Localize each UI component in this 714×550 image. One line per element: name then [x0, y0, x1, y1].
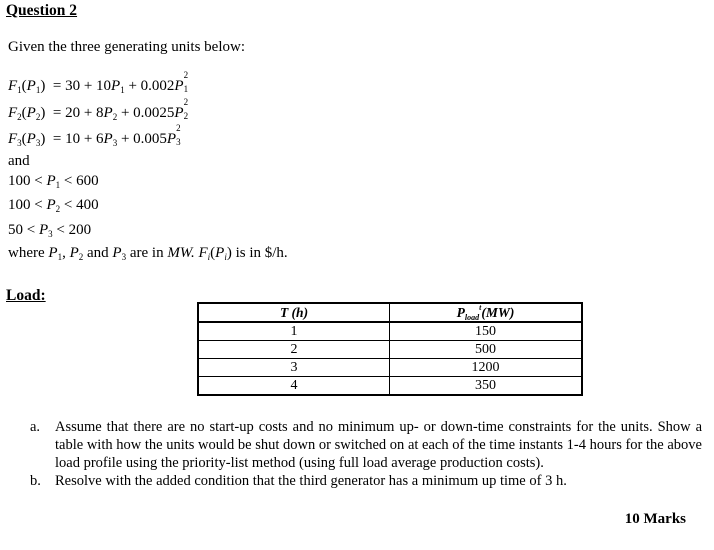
cell-time: 2: [198, 341, 390, 359]
part-a-marker: a.: [30, 419, 41, 435]
constraint-2: $100 < P_2 < 400$: [8, 197, 99, 214]
cell-load: 350: [390, 377, 583, 396]
equation-2: $F_2(P_2) = 20 + 8P_2 + 0.0025P$ 2 2: [8, 97, 189, 122]
part-b: [30, 472, 702, 490]
equation-1: $F_1(P_1) = 30 + 10P_1 + 0.002P$ 2 1: [8, 70, 189, 95]
part-b-text: Resolve with the added condition that the third generator has a minimum up time of 3 h.: [55, 473, 567, 489]
marks-label: 10 Marks: [624, 511, 686, 527]
table-row: [198, 359, 582, 377]
part-b-marker: b.: [30, 473, 41, 489]
cell-load: 1200: [390, 359, 583, 377]
col-header-time: T (h): [198, 303, 390, 322]
constraint-3: $50 < P_3 < 200$: [8, 222, 92, 239]
intro-text: Given the three generating units below:: [8, 39, 246, 55]
part-a: [30, 418, 702, 472]
question-title: Question 2: [6, 2, 78, 19]
table-row: [198, 341, 582, 359]
load-heading: Load:: [6, 287, 46, 304]
table-row: [198, 322, 582, 341]
cell-time: 4: [198, 377, 390, 396]
cell-time: 1: [198, 322, 390, 341]
load-table: [197, 302, 583, 396]
cell-load: 500: [390, 341, 583, 359]
col-header-pload: $P_{load}^t(MW)$: [390, 303, 583, 322]
part-a-text: Assume that there are no start-up costs and no minimum up- or down-time constraints for the units. Show a table with how the units would be shut down or switched on at each of the time instants 1-4 hours for the above load profile using the priority-list method (using full load average production costs).: [55, 419, 702, 471]
table-header-row: [198, 303, 582, 322]
equation-3: $F_3(P_3) = 10 + 6P_3 + 0.005P$ 2 3: [8, 123, 181, 148]
question-parts: [30, 418, 702, 490]
table-row: [198, 377, 582, 396]
and-text: and: [8, 153, 30, 169]
where-text: where $P_1$, $P_2$ and $P_3$ are in MW. $F_i(P_i)$ is in $/h.: [8, 245, 288, 262]
constraint-1: $100 < P_1 < 600$: [8, 173, 99, 190]
cell-time: 3: [198, 359, 390, 377]
cell-load: 150: [390, 322, 583, 341]
